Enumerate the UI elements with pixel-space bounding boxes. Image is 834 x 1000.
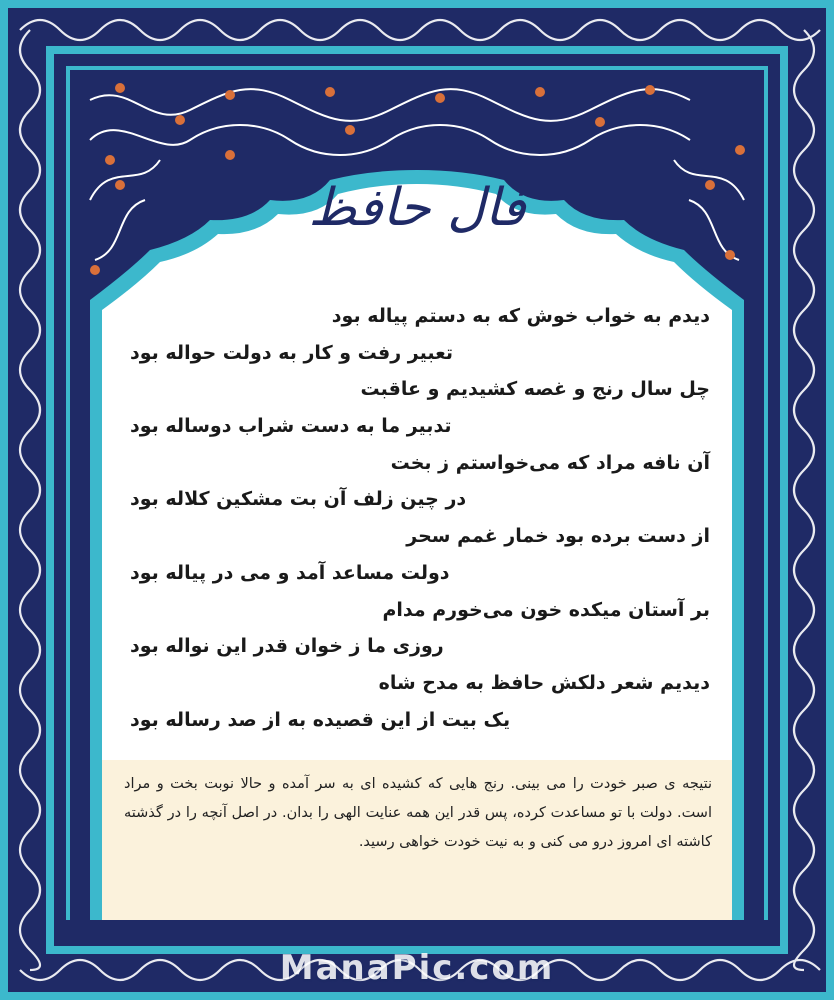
verse-line-2: تعبیر رفت و کار به دولت حواله بود: [130, 341, 453, 364]
verse-line-7: از دست برده بود خمار غمم سحر: [406, 525, 710, 548]
interpretation-text: نتیجه ی صبر خودت را می بینی. رنج هایی که کشیده ای به سر آمده و حالا نوبت بخت و مراد است. دولت با تو مساعدت کرده، پس قدر این همه عنایت الهی را بدان. در اصل آنچه را در گذشته کاشته ای امروز درو می کنی و به نیت خودت خواهی رسید.: [124, 776, 712, 850]
verse-line-3: چل سال رنج و غصه کشیدیم و عاقبت: [360, 378, 710, 401]
page-title: فال حافظ: [308, 178, 526, 238]
verse-line-5: آن نافه مراد که می‌خواستم ز بخت: [390, 451, 710, 474]
verse-line-9: بر آستان میکده خون می‌خورم مدام: [382, 598, 710, 621]
watermark: ManaPic.com: [279, 948, 555, 988]
verse-line-8: دولت مساعد آمد و می در پیاله بود: [130, 561, 450, 584]
verse-line-1: دیدم به خواب خوش که به دستم پیاله بود: [331, 305, 710, 327]
poem-verses: [130, 298, 710, 738]
verse-line-10: روزی ما ز خوان قدر این نواله بود: [130, 635, 444, 658]
verse-line-12: یک بیت از این قصیده به از صد رساله بود: [130, 708, 511, 731]
verse-line-11: دیدیم شعر دلکش حافظ به مدح شاه: [378, 671, 710, 694]
verse-line-6: در چین زلف آن بت مشکین کلاله بود: [130, 488, 467, 511]
verse-line-4: تدبیر ما به دست شراب دوساله بود: [130, 415, 452, 438]
